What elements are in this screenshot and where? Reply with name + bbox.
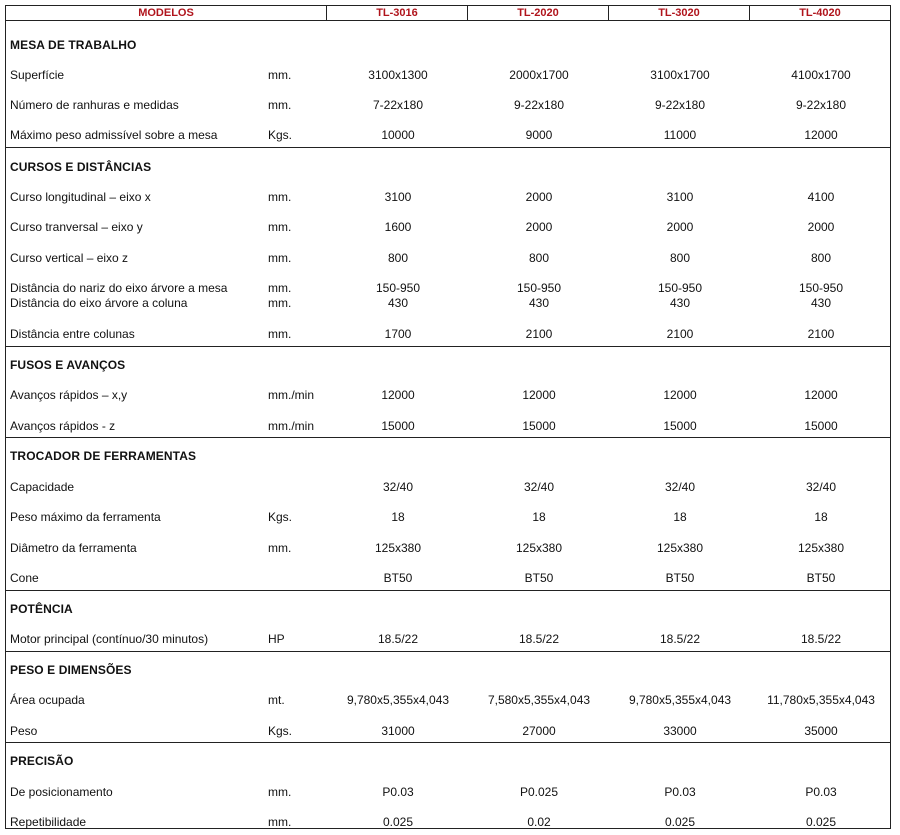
table-row — [6, 571, 890, 585]
row-label: Curso vertical – eixo z — [10, 251, 129, 265]
row-value: BT50 — [383, 571, 413, 585]
row-label: Diâmetro da ferramenta — [10, 541, 137, 555]
row-value: 430 — [387, 296, 409, 310]
row-value: 150-950 — [657, 281, 703, 295]
row-label: Cone — [10, 571, 39, 585]
section-divider — [6, 147, 890, 148]
row-value: 2000 — [807, 220, 835, 234]
row-value: 2100 — [807, 327, 835, 341]
row-value: 800 — [669, 251, 691, 265]
section-title: MESA DE TRABALHO — [10, 38, 137, 52]
row-unit: mm. — [268, 251, 292, 265]
row-value: 150-950 — [375, 281, 421, 295]
section-title: PRECISÃO — [10, 754, 74, 768]
header-model-tl4020: TL-4020 — [749, 5, 891, 21]
row-label: Avanços rápidos – x,y — [10, 388, 128, 402]
row-value: 11,780x5,355x4,043 — [767, 693, 875, 707]
row-value: BT50 — [806, 571, 836, 585]
row-value: 11000 — [663, 128, 697, 142]
header-row — [5, 5, 891, 21]
row-value: 2000 — [666, 220, 694, 234]
table-row — [6, 190, 890, 204]
row-value: 2000x1700 — [509, 68, 569, 82]
table-row — [6, 724, 890, 738]
row-value: 0.02 — [527, 815, 551, 829]
row-value: 9,780x5,355x4,043 — [346, 693, 450, 707]
section-title: TROCADOR DE FERRAMENTAS — [10, 449, 197, 463]
row-value: 18.5/22 — [377, 632, 419, 646]
row-label: Curso longitudinal – eixo x — [10, 190, 151, 204]
table-row — [6, 815, 890, 829]
row-value: 9-22x180 — [513, 98, 565, 112]
row-value: 15000 — [804, 419, 838, 433]
table-row — [6, 327, 890, 341]
row-value: 1600 — [384, 220, 412, 234]
row-unit: mm./min — [268, 419, 314, 433]
row-value: 9000 — [525, 128, 553, 142]
row-value: 9-22x180 — [795, 98, 847, 112]
row-value: 18.5/22 — [659, 632, 701, 646]
row-value: 15000 — [381, 419, 415, 433]
row-value: 18.5/22 — [800, 632, 842, 646]
section-divider — [6, 437, 890, 438]
row-unit: mm. — [268, 220, 292, 234]
row-value: 32/40 — [523, 480, 555, 494]
table-row — [6, 419, 890, 433]
table-row — [6, 693, 890, 707]
row-unit: mm. — [268, 327, 292, 341]
row-label: Distância do nariz do eixo árvore a mesa — [10, 281, 228, 295]
row-value: P0.03 — [805, 785, 837, 799]
row-value: 3100x1300 — [368, 68, 428, 82]
row-value: 2000 — [525, 190, 553, 204]
section-title: FUSOS E AVANÇOS — [10, 358, 126, 372]
row-value: 2000 — [525, 220, 553, 234]
row-value: 27000 — [522, 724, 556, 738]
table-row — [6, 251, 890, 265]
row-unit: Kgs. — [268, 510, 293, 524]
row-value: P0.025 — [519, 785, 559, 799]
row-value: 125x380 — [374, 541, 422, 555]
table-row — [6, 510, 890, 524]
row-value: 430 — [528, 296, 550, 310]
row-value: 32/40 — [664, 480, 696, 494]
table-row — [6, 388, 890, 402]
table-row — [6, 785, 890, 799]
row-value: 18 — [532, 510, 546, 524]
row-label: Máximo peso admissível sobre a mesa — [10, 128, 218, 142]
header-model-tl3016: TL-3016 — [326, 5, 468, 21]
row-value: 2100 — [666, 327, 694, 341]
row-value: 12000 — [381, 388, 415, 402]
row-value: 1700 — [384, 327, 412, 341]
table-row — [6, 281, 890, 295]
row-value: 31000 — [381, 724, 415, 738]
row-value: 800 — [387, 251, 409, 265]
row-value: 33000 — [663, 724, 697, 738]
row-label: Área ocupada — [10, 693, 85, 707]
row-label: Número de ranhuras e medidas — [10, 98, 179, 112]
row-value: 800 — [810, 251, 832, 265]
row-value: 18 — [673, 510, 687, 524]
section-title: PESO E DIMENSÕES — [10, 663, 132, 677]
row-value: 4100x1700 — [791, 68, 851, 82]
row-value: 3100 — [666, 190, 694, 204]
row-value: 18 — [814, 510, 828, 524]
row-label: Distância entre colunas — [10, 327, 135, 341]
spec-table-body — [5, 21, 891, 829]
row-value: 125x380 — [656, 541, 704, 555]
row-value: P0.03 — [664, 785, 696, 799]
section-title: POTÊNCIA — [10, 602, 73, 616]
header-model-tl2020: TL-2020 — [467, 5, 609, 21]
row-value: 125x380 — [515, 541, 563, 555]
row-value: 9-22x180 — [654, 98, 706, 112]
row-value: 3100 — [384, 190, 412, 204]
table-row — [6, 480, 890, 494]
row-value: 12000 — [663, 388, 697, 402]
row-value: 15000 — [522, 419, 556, 433]
row-value: 0.025 — [805, 815, 837, 829]
row-value: 18.5/22 — [518, 632, 560, 646]
row-value: 150-950 — [516, 281, 562, 295]
table-row — [6, 632, 890, 646]
spec-sheet — [5, 5, 891, 830]
row-value: 7,580x5,355x4,043 — [487, 693, 591, 707]
row-unit: HP — [268, 632, 285, 646]
row-unit: mm. — [268, 815, 292, 829]
row-value: 32/40 — [382, 480, 414, 494]
row-value: 15000 — [663, 419, 697, 433]
table-row — [6, 220, 890, 234]
row-value: 3100x1700 — [650, 68, 710, 82]
row-value: 4100 — [807, 190, 835, 204]
row-value: 150-950 — [798, 281, 844, 295]
row-label: De posicionamento — [10, 785, 113, 799]
row-unit: mm. — [268, 296, 292, 310]
table-row — [6, 541, 890, 555]
row-value: 32/40 — [805, 480, 837, 494]
table-row — [6, 98, 890, 112]
row-value: 0.025 — [664, 815, 696, 829]
row-value: BT50 — [665, 571, 695, 585]
table-row — [6, 128, 890, 142]
row-value: 10000 — [381, 128, 415, 142]
table-row — [6, 68, 890, 82]
row-unit: mm. — [268, 785, 292, 799]
row-value: P0.03 — [382, 785, 414, 799]
row-value: 18 — [391, 510, 405, 524]
row-label: Motor principal (contínuo/30 minutos) — [10, 632, 209, 646]
row-value: 430 — [669, 296, 691, 310]
row-value: 430 — [810, 296, 832, 310]
row-unit: mm. — [268, 281, 292, 295]
row-unit: mt. — [268, 693, 285, 707]
row-value: 35000 — [804, 724, 838, 738]
row-value: 0.025 — [382, 815, 414, 829]
row-value: 12000 — [804, 128, 838, 142]
row-label: Peso — [10, 724, 38, 738]
section-divider — [6, 590, 890, 591]
row-label: Curso tranversal – eixo y — [10, 220, 143, 234]
section-title: CURSOS E DISTÂNCIAS — [10, 160, 152, 174]
row-label: Repetibilidade — [10, 815, 87, 829]
row-value: BT50 — [524, 571, 554, 585]
row-unit: mm. — [268, 68, 292, 82]
table-row — [6, 296, 890, 310]
row-value: 9,780x5,355x4,043 — [628, 693, 732, 707]
row-unit: mm. — [268, 541, 292, 555]
row-label: Avanços rápidos - z — [10, 419, 116, 433]
section-divider — [6, 742, 890, 743]
section-divider — [6, 651, 890, 652]
row-label: Distância do eixo árvore a coluna — [10, 296, 188, 310]
row-unit: mm. — [268, 98, 292, 112]
row-label: Capacidade — [10, 480, 75, 494]
header-modelos: MODELOS — [5, 5, 327, 21]
row-value: 12000 — [804, 388, 838, 402]
row-value: 12000 — [522, 388, 556, 402]
row-value: 125x380 — [797, 541, 845, 555]
header-model-tl3020: TL-3020 — [608, 5, 750, 21]
row-value: 7-22x180 — [372, 98, 424, 112]
row-label: Peso máximo da ferramenta — [10, 510, 161, 524]
row-unit: mm. — [268, 190, 292, 204]
row-label: Superfície — [10, 68, 65, 82]
row-value: 800 — [528, 251, 550, 265]
section-divider — [6, 346, 890, 347]
row-unit: mm./min — [268, 388, 314, 402]
row-unit: Kgs. — [268, 724, 293, 738]
row-unit: Kgs. — [268, 128, 293, 142]
row-value: 2100 — [525, 327, 553, 341]
